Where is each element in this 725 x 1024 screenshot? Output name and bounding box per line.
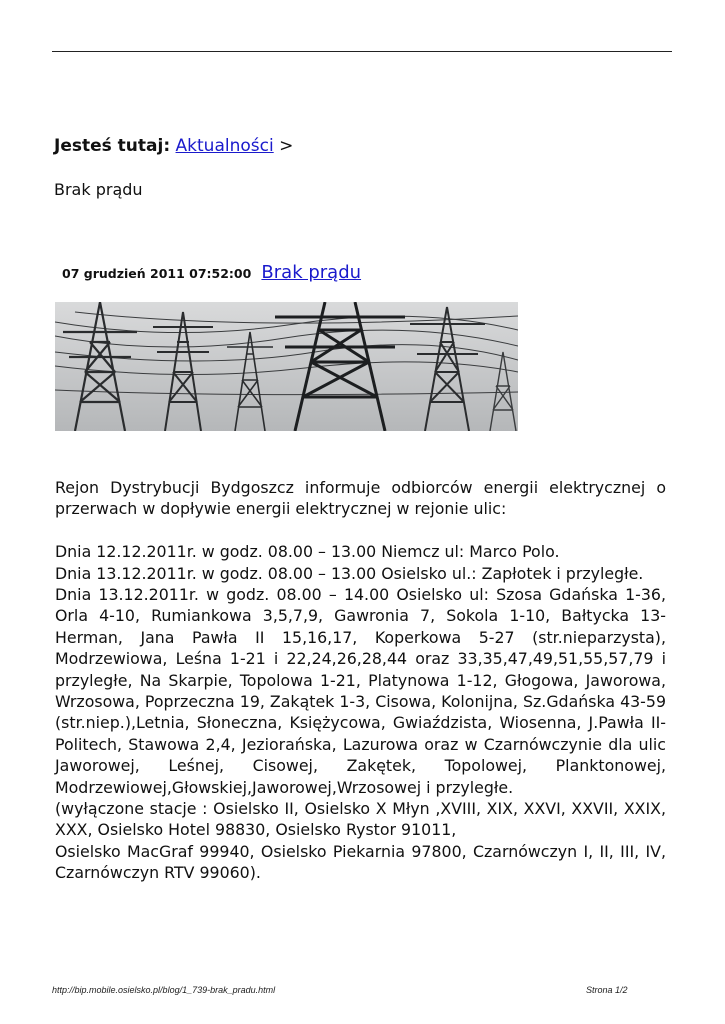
article-body <box>55 477 666 884</box>
breadcrumb-separator: > <box>279 136 294 156</box>
power-lines-photo <box>55 302 518 431</box>
footer-url: http://bip.mobile.osielsko.pl/blog/1_739-brak_pradu.html <box>52 985 276 995</box>
post-title-link[interactable]: Brak prądu <box>261 262 362 283</box>
article-intro: Rejon Dystrybucji Bydgoszcz informuje odbiorców energii elektrycznej o przerwach w dopływie energii elektrycznej w rejonie ulic: <box>55 478 666 519</box>
top-divider <box>52 51 672 52</box>
page-title: Brak prądu <box>54 180 143 199</box>
stations-note: Osielsko MacGraf 99940, Osielsko Piekarnia 97800, Czarnówczyn I, II, III, IV, Czarnówczyn RTV 99060). <box>55 841 666 883</box>
outage-item: Dnia 13.12.2011r. w godz. 08.00 – 14.00 Osielsko ul: Szosa Gdańska 1-36, Orla 4-10, Rumiankowa 3,5,7,9, Gawronia 7, Sokola 1-10, Bałtycka 13-Herman, Jana Pawła II 15,16,17, Koperkowa 5-27 (str.nieparzysta), Modrzewiowa, Leśna 1-21 i 22,24,26,28,44 oraz 33,35,47,49,51,55,57,79 i przyległe, Na Skarpie, Topolowa 1-21, Platynowa 1-12, Głogowa, Jaworowa, Wrzosowa, Poprzeczna 19, Zakątek 1-3, Cisowa, Kolonijna, Sz.Gdańska 43-59 (str.niep.),Letnia, Słoneczna, Księżycowa, Gwiaździsta, Wiosenna, J.Pawła II-Politech, Stawowa 2,4, Jeziorańska, Lazurowa oraz w Czarnówczynie dla ulic Jaworowej, Leśnej, Cisowej, Zakętek, Topolowej, Planktonowej, Modrzewiowej,Głowskiej,Jaworowej,Wrzosowej i przyległe. <box>55 585 666 797</box>
stations-note: (wyłączone stacje : Osielsko II, Osielsko X Młyn ,XVIII, XIX, XXVI, XXVII, XXIX, XXX, Osielsko Hotel 98830, Osielsko Rystor 91011, <box>55 799 666 840</box>
outage-item: Dnia 13.12.2011r. w godz. 08.00 – 13.00 Osielsko ul.: Zapłotek i przyległe. <box>55 563 644 583</box>
breadcrumb-link-aktualnosci[interactable]: Aktualności <box>175 136 274 156</box>
footer-page-number: Strona 1/2 <box>586 985 628 995</box>
post-date: 07 grudzień 2011 07:52:00 <box>62 266 252 281</box>
post-header <box>62 262 361 283</box>
outage-item: Dnia 12.12.2011r. w godz. 08.00 – 13.00 Niemcz ul: Marco Polo. <box>55 542 560 562</box>
breadcrumb <box>54 136 293 156</box>
breadcrumb-label: Jesteś tutaj: <box>54 136 171 156</box>
